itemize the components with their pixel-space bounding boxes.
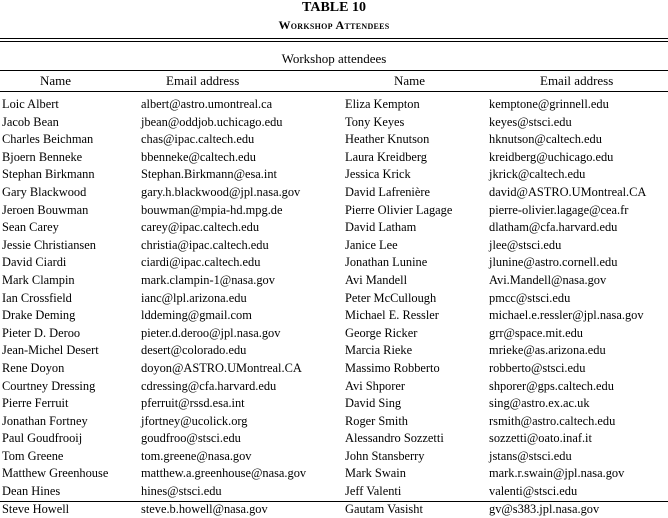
- attendee-email-left: ianc@lpl.arizona.edu: [141, 290, 247, 305]
- attendee-email-left: jfortney@ucolick.org: [141, 413, 248, 428]
- attendee-name-right: Pierre Olivier Lagage: [345, 202, 453, 217]
- attendee-name-right: Avi Mandell: [345, 272, 408, 287]
- attendee-name-left: Dean Hines: [2, 484, 61, 499]
- attendee-name-left: Loic Albert: [2, 97, 59, 111]
- attendee-email-right: pierre-olivier.lagage@cea.fr: [489, 202, 629, 217]
- attendee-name-left: Courtney Dressing: [2, 378, 96, 393]
- table-number: TABLE 10: [302, 0, 366, 15]
- attendee-email-right: rsmith@astro.caltech.edu: [489, 413, 616, 428]
- attendee-email-left: ciardi@ipac.caltech.edu: [141, 255, 261, 270]
- table-row: [0, 237, 668, 255]
- attendee-name-right: Jessica Krick: [345, 167, 411, 182]
- attendee-email-left: carey@ipac.caltech.edu: [141, 220, 260, 235]
- attendee-name-left: Rene Doyon: [2, 360, 65, 375]
- table-row: [0, 166, 668, 184]
- table-row: [0, 307, 668, 325]
- attendee-email-left: Stephan.Birkmann@esa.int: [141, 167, 277, 182]
- attendee-email-left: gary.h.blackwood@jpl.nasa.gov: [141, 184, 301, 199]
- attendee-email-right: kemptone@grinnell.edu: [489, 97, 609, 111]
- attendee-email-left: pferruit@rssd.esa.int: [141, 396, 245, 411]
- attendee-email-left: lddeming@gmail.com: [141, 308, 252, 323]
- attendee-email-left: steve.b.howell@nasa.gov: [141, 501, 268, 516]
- table-row: [0, 96, 668, 114]
- table-row: [0, 483, 668, 501]
- attendee-email-right: kreidberg@uchicago.edu: [489, 149, 614, 164]
- attendee-email-left: mark.clampin-1@nasa.gov: [141, 272, 275, 287]
- section-rule: [0, 70, 668, 71]
- attendee-email-right: david@ASTRO.UMontreal.CA: [489, 184, 647, 199]
- attendee-email-left: chas@ipac.caltech.edu: [141, 132, 255, 147]
- top-rule: [0, 38, 668, 39]
- section-heading: Workshop attendees: [281, 51, 387, 66]
- attendee-name-right: George Ricker: [345, 325, 418, 340]
- attendee-email-left: bouwman@mpia-hd.mpg.de: [141, 202, 283, 217]
- attendee-name-left: Jean-Michel Desert: [2, 343, 99, 358]
- table-row: [0, 184, 668, 202]
- attendee-name-left: Jonathan Fortney: [2, 413, 88, 428]
- attendee-email-right: hknutson@caltech.edu: [489, 132, 602, 147]
- attendee-name-right: John Stansberry: [345, 448, 425, 463]
- attendee-name-right: Heather Knutson: [345, 132, 430, 147]
- bottom-rule: [0, 501, 668, 502]
- table-row: [0, 395, 668, 413]
- table-title: Workshop Attendees: [278, 18, 390, 32]
- attendee-email-left: pieter.d.deroo@jpl.nasa.gov: [141, 325, 281, 340]
- attendee-email-right: Avi.Mandell@nasa.gov: [489, 272, 607, 287]
- attendee-email-right: gv@s383.jpl.nasa.gov: [489, 501, 600, 516]
- attendee-email-left: cdressing@cfa.harvard.edu: [141, 378, 277, 393]
- column-header-name-right: Name: [394, 73, 426, 88]
- attendee-email-right: shporer@gps.caltech.edu: [489, 378, 614, 393]
- attendee-email-right: sozzetti@oato.inaf.it: [489, 431, 592, 446]
- column-header-row: [0, 73, 668, 89]
- attendee-name-right: Massimo Robberto: [345, 360, 440, 375]
- attendee-email-left: tom.greene@nasa.gov: [141, 448, 252, 463]
- attendee-email-left: bbenneke@caltech.edu: [141, 149, 256, 164]
- attendee-name-left: Pieter D. Deroo: [2, 325, 81, 340]
- attendee-name-left: Stephan Birkmann: [2, 167, 95, 182]
- attendee-email-right: pmcc@stsci.edu: [489, 290, 571, 305]
- attendee-name-right: Mark Swain: [345, 466, 406, 481]
- attendee-email-left: albert@astro.umontreal.ca: [141, 97, 273, 111]
- attendee-name-right: Michael E. Ressler: [345, 308, 439, 323]
- table-row: [0, 149, 668, 167]
- attendee-email-right: jstans@stsci.edu: [489, 448, 572, 463]
- attendee-email-right: robberto@stsci.edu: [489, 360, 586, 375]
- column-header-name-left: Name: [40, 73, 72, 88]
- table-row: [0, 448, 668, 466]
- attendee-email-right: valenti@stsci.edu: [489, 484, 578, 499]
- attendee-name-left: Sean Carey: [2, 220, 59, 235]
- attendee-name-right: Peter McCullough: [345, 290, 437, 305]
- attendee-email-right: jkrick@caltech.edu: [489, 167, 586, 182]
- attendee-email-left: hines@stsci.edu: [141, 484, 222, 499]
- attendee-email-right: mark.r.swain@jpl.nasa.gov: [489, 466, 625, 481]
- attendee-email-right: grr@space.mit.edu: [489, 325, 583, 340]
- table-row: [0, 430, 668, 448]
- top-rule-double: [0, 41, 668, 42]
- attendee-name-left: Matthew Greenhouse: [2, 466, 109, 481]
- table-row: [0, 378, 668, 396]
- attendee-name-right: David Sing: [345, 396, 402, 411]
- table-row: [0, 202, 668, 220]
- attendee-email-left: doyon@ASTRO.UMontreal.CA: [141, 360, 302, 375]
- table-row: [0, 131, 668, 149]
- attendee-email-left: desert@colorado.edu: [141, 343, 247, 358]
- attendee-name-left: Mark Clampin: [2, 272, 75, 287]
- table-row: [0, 325, 668, 343]
- attendee-name-left: Tom Greene: [2, 448, 64, 463]
- attendee-name-left: Drake Deming: [2, 308, 76, 323]
- attendee-email-left: matthew.a.greenhouse@nasa.gov: [141, 466, 307, 481]
- attendee-name-left: Pierre Ferruit: [2, 396, 69, 411]
- attendee-email-right: dlatham@cfa.harvard.edu: [489, 220, 618, 235]
- attendee-name-right: Avi Shporer: [345, 378, 405, 393]
- table-row: [0, 413, 668, 431]
- attendee-name-left: Charles Beichman: [2, 132, 94, 147]
- attendee-name-left: Jessie Christiansen: [2, 237, 96, 252]
- attendee-email-left: goudfroo@stsci.edu: [141, 431, 241, 446]
- attendee-name-right: Alessandro Sozzetti: [345, 431, 444, 446]
- attendee-name-left: Gary Blackwood: [2, 184, 87, 199]
- attendee-email-right: jlee@stsci.edu: [489, 237, 562, 252]
- table-row: [0, 501, 668, 518]
- attendee-email-right: sing@astro.ex.ac.uk: [489, 396, 590, 411]
- table-row: [0, 219, 668, 237]
- column-header-email-left: Email address: [166, 73, 240, 88]
- attendee-email-right: mrieke@as.arizona.edu: [489, 343, 606, 358]
- column-header-email-right: Email address: [540, 73, 614, 88]
- attendee-email-left: jbean@oddjob.uchicago.edu: [141, 114, 283, 129]
- attendee-name-right: David Latham: [345, 220, 417, 235]
- table-row: [0, 290, 668, 308]
- table-row: [0, 465, 668, 483]
- attendee-email-right: keyes@stsci.edu: [489, 114, 572, 129]
- table-row: [0, 360, 668, 378]
- header-rule: [0, 91, 668, 92]
- attendee-name-right: David Lafrenière: [345, 184, 430, 199]
- attendee-email-left: christia@ipac.caltech.edu: [141, 237, 269, 252]
- attendee-name-right: Jeff Valenti: [345, 484, 402, 499]
- table-row: [0, 114, 668, 132]
- attendee-name-right: Jonathan Lunine: [345, 255, 428, 270]
- attendee-name-right: Roger Smith: [345, 413, 408, 428]
- attendee-name-left: Jacob Bean: [2, 114, 59, 129]
- attendee-name-right: Tony Keyes: [345, 114, 405, 129]
- attendee-name-left: Bjoern Benneke: [2, 149, 83, 164]
- attendee-name-right: Eliza Kempton: [345, 97, 420, 111]
- attendee-name-left: Ian Crossfield: [2, 290, 72, 305]
- table-row: [0, 272, 668, 290]
- attendee-name-left: Paul Goudfrooij: [2, 431, 83, 446]
- attendee-name-right: Janice Lee: [345, 237, 398, 252]
- attendee-list: [0, 96, 668, 518]
- attendee-name-right: Laura Kreidberg: [345, 149, 427, 164]
- attendee-name-right: Marcia Rieke: [345, 343, 413, 358]
- attendee-name-left: David Ciardi: [2, 255, 67, 270]
- attendee-name-right: Gautam Vasisht: [345, 501, 423, 516]
- table-row: [0, 254, 668, 272]
- attendee-email-right: michael.e.ressler@jpl.nasa.gov: [489, 308, 644, 323]
- attendee-email-right: jlunine@astro.cornell.edu: [489, 255, 618, 270]
- table-row: [0, 342, 668, 360]
- attendee-name-left: Steve Howell: [2, 501, 70, 516]
- attendee-name-left: Jeroen Bouwman: [2, 202, 89, 217]
